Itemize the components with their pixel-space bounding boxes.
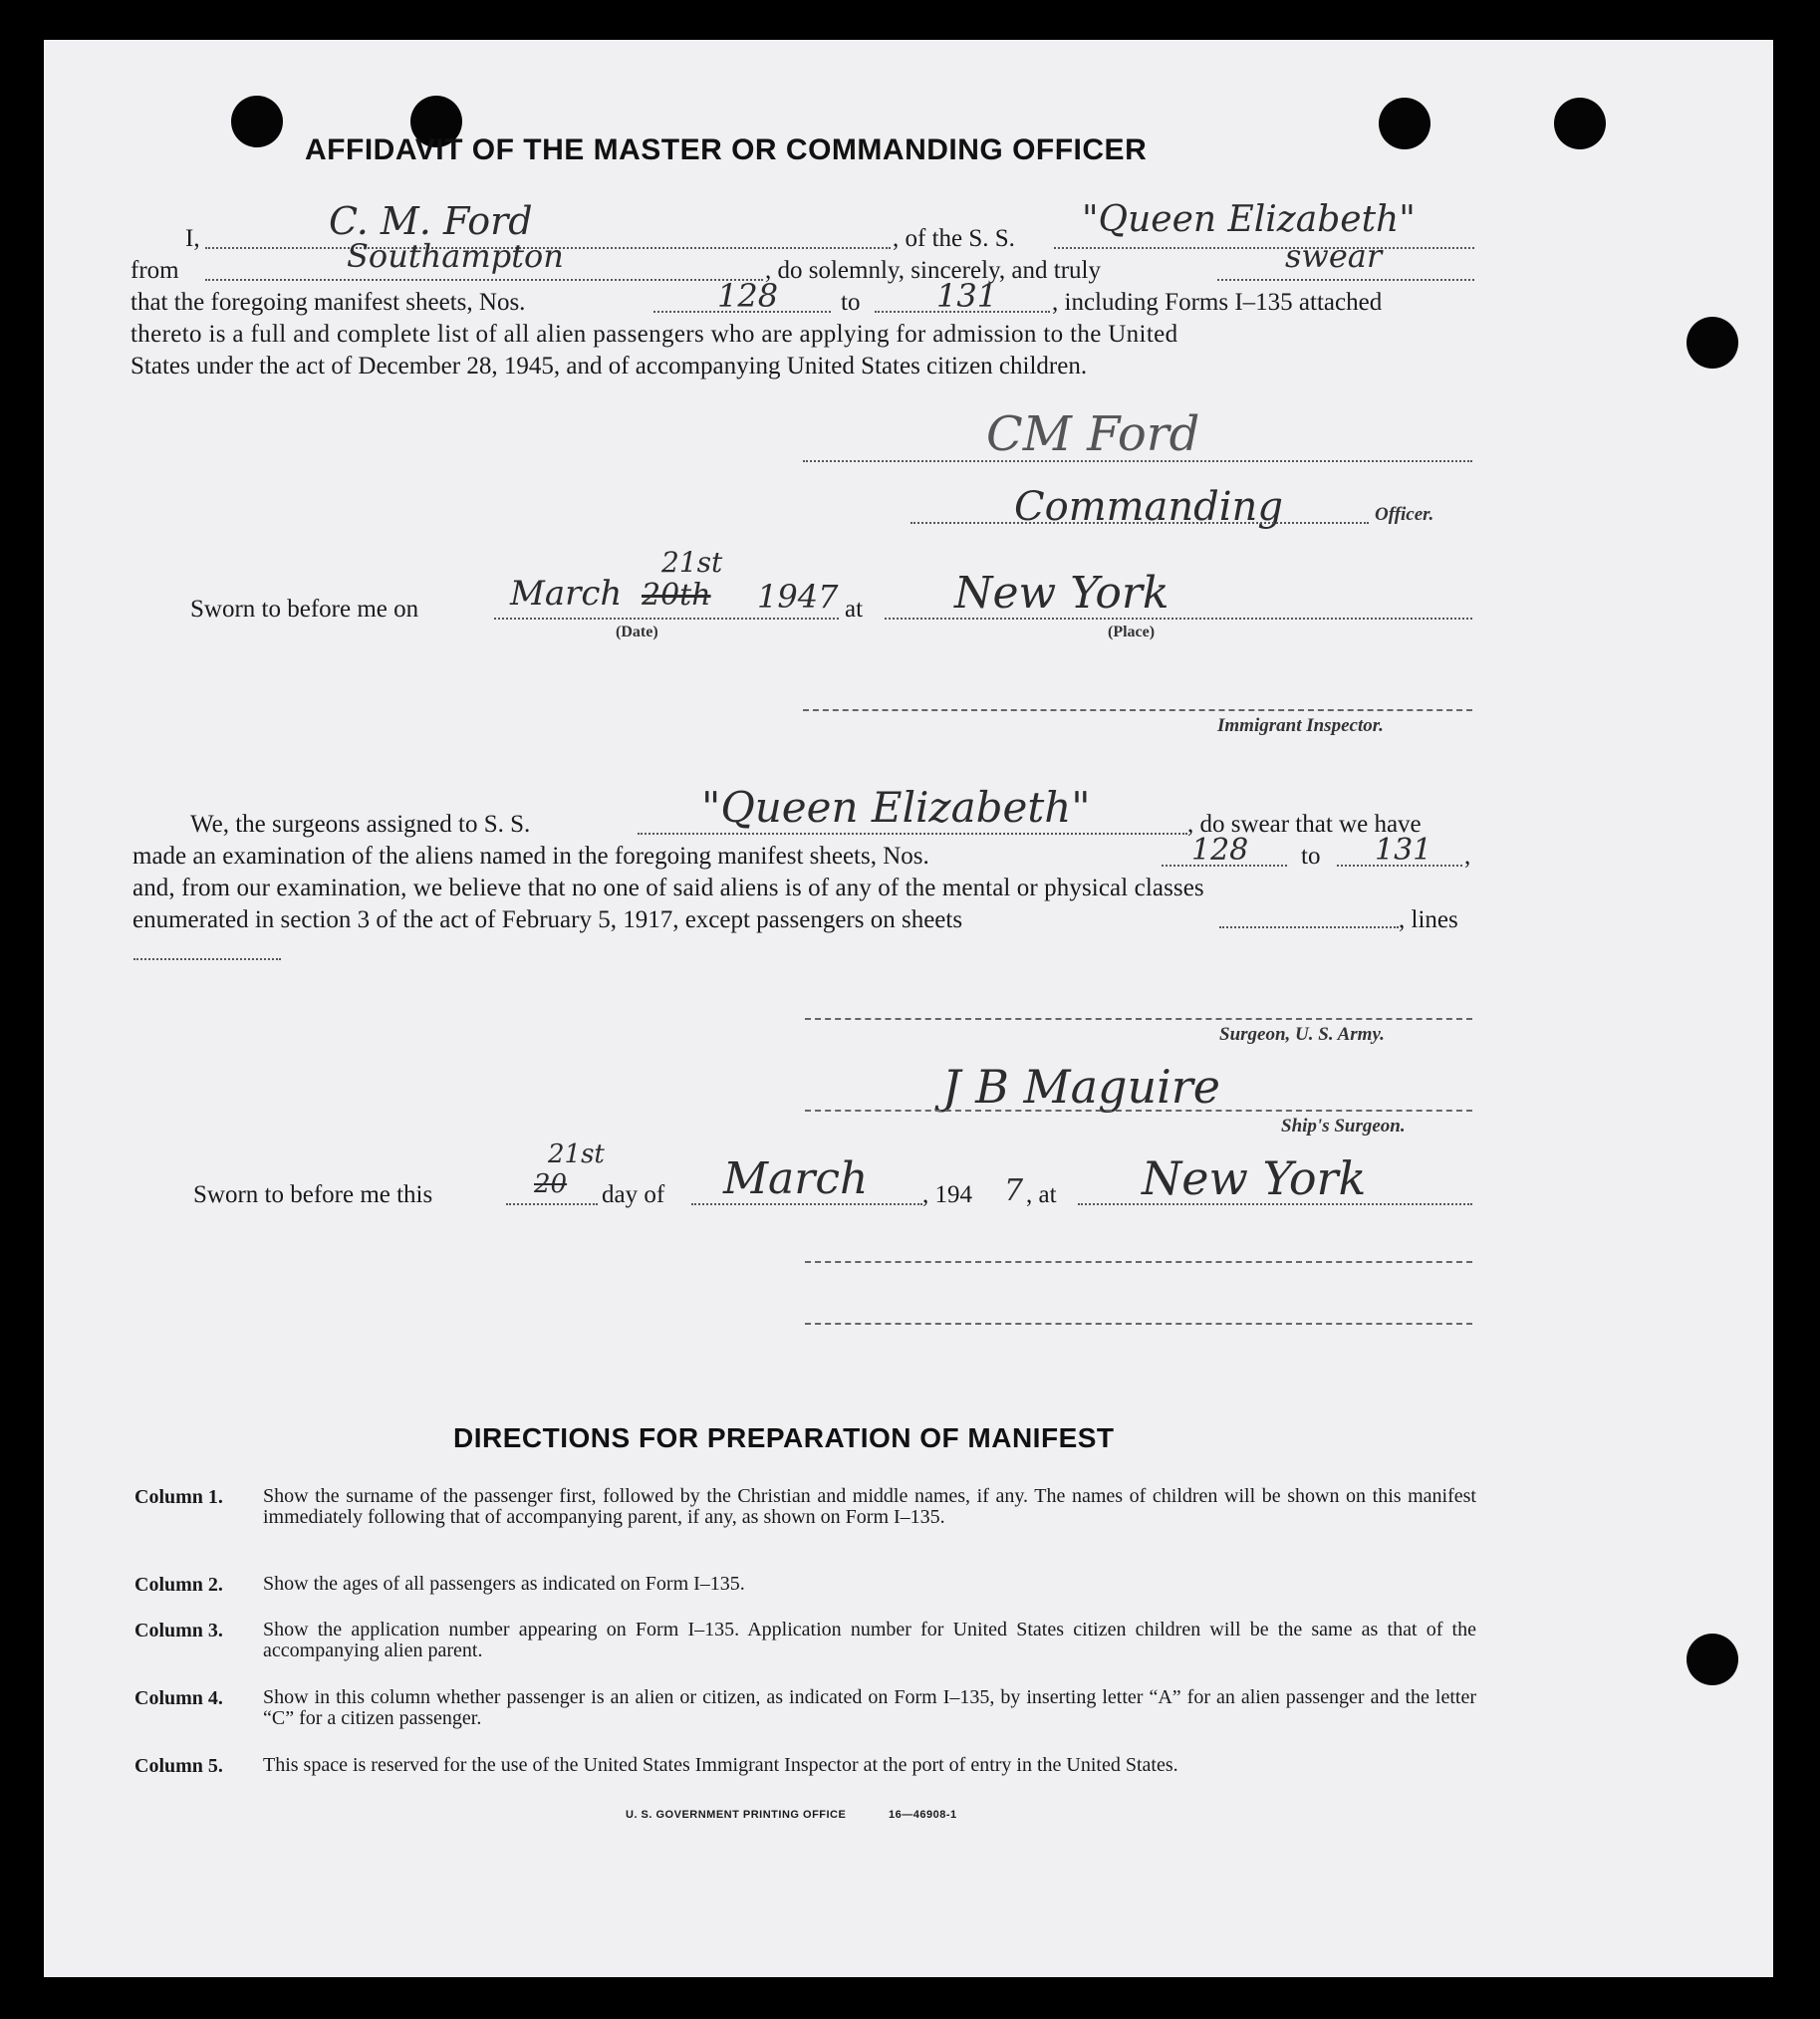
sworn2-year-suffix: 7 bbox=[1004, 1173, 1024, 1208]
port-from: Southampton bbox=[347, 237, 564, 275]
inspector-label: Immigrant Inspector. bbox=[1217, 715, 1384, 736]
ship-name-line bbox=[1054, 247, 1474, 249]
column-4-label: Column 4. bbox=[134, 1687, 223, 1709]
rank: Commanding bbox=[1014, 484, 1283, 530]
column-2-text: Show the ages of all passengers as indicated on Form I–135. bbox=[263, 1573, 745, 1595]
surgeons-line2-comma: , bbox=[1464, 843, 1471, 870]
surgeons-line1: We, the surgeons assigned to S. S. bbox=[190, 811, 531, 838]
sworn2-day-line bbox=[506, 1203, 598, 1205]
punch-hole bbox=[231, 96, 283, 147]
sworn2-sign-line-2 bbox=[805, 1323, 1472, 1325]
surgeons-line3: and, from our examination, we believe that no one of said aliens is of any of the mental or physical classes bbox=[132, 875, 1204, 901]
sworn2-day-struck: 20 bbox=[534, 1169, 568, 1199]
surgeons-lines-label: , lines bbox=[1399, 906, 1458, 933]
lines-blank bbox=[133, 958, 281, 960]
sheet-from: 128 bbox=[717, 277, 779, 315]
affidavit-line5: States under the act of December 28, 1945, and of accompanying United States citizen children. bbox=[130, 353, 1088, 379]
affidavit-from-label: from bbox=[130, 257, 179, 284]
punch-hole bbox=[1554, 98, 1606, 149]
affidavit-line3-tail: , including Forms I–135 attached bbox=[1052, 289, 1383, 316]
column-3-text: Show the application number appearing on Form I–135. Application number for United States citizen children will be the same as that of the accompanying alien parent. bbox=[263, 1619, 1476, 1661]
sworn-day-struck: 20th bbox=[642, 578, 711, 613]
surgeons-line4: enumerated in section 3 of the act of February 5, 1917, except passengers on sheets bbox=[132, 906, 963, 933]
punch-hole bbox=[1379, 98, 1430, 149]
oath-word: swear bbox=[1285, 237, 1383, 275]
column-5-label: Column 5. bbox=[134, 1755, 223, 1777]
punch-hole bbox=[1687, 1634, 1738, 1685]
oath-line bbox=[1217, 279, 1474, 281]
inspector-signature-line bbox=[803, 709, 1472, 711]
surgeons-line1-tail: , do swear that we have bbox=[1187, 811, 1422, 838]
column-3-label: Column 3. bbox=[134, 1620, 223, 1641]
surgeon-ship-line bbox=[638, 833, 1187, 835]
officer-label: Officer. bbox=[1375, 504, 1434, 525]
ship-surgeon-signature: J B Maguire bbox=[942, 1060, 1221, 1114]
surgeon-ship-name: "Queen Elizabeth" bbox=[701, 783, 1091, 832]
signature-line bbox=[803, 460, 1472, 462]
form-number: 16—46908-1 bbox=[889, 1809, 957, 1821]
surgeons-to-label: to bbox=[1301, 843, 1321, 870]
sworn2-month: March bbox=[723, 1153, 869, 1204]
affidavit-of-ship: , of the S. S. bbox=[893, 225, 1015, 252]
sworn2-at: , at bbox=[1026, 1181, 1057, 1208]
sworn-month: March bbox=[510, 574, 623, 614]
rank-line bbox=[910, 522, 1369, 524]
sworn2-year-prefix: , 194 bbox=[922, 1181, 972, 1208]
surgeons-line2: made an examination of the aliens named in the foregoing manifest sheets, Nos. bbox=[132, 843, 929, 870]
master-name: C. M. Ford bbox=[329, 199, 533, 243]
sworn-label: Sworn to before me on bbox=[190, 596, 419, 623]
column-1-label: Column 1. bbox=[134, 1486, 223, 1508]
sworn-date-line bbox=[494, 618, 839, 620]
at-label: at bbox=[845, 596, 864, 623]
sworn-day-inserted: 21st bbox=[661, 546, 723, 579]
affidavit-line1-label: I, bbox=[185, 225, 200, 252]
master-signature: CM Ford bbox=[986, 406, 1200, 462]
port-line bbox=[205, 279, 763, 281]
surgeon-sheet-from: 128 bbox=[1191, 833, 1249, 868]
sworn2-day-inserted: 21st bbox=[548, 1139, 605, 1169]
sworn2-sign-line-1 bbox=[805, 1261, 1472, 1263]
surgeon-sheet-to: 131 bbox=[1375, 833, 1432, 868]
column-5-text: This space is reserved for the use of the United States Immigrant Inspector at the port of entry in the United States. bbox=[263, 1754, 1178, 1776]
affidavit-to-label: to bbox=[841, 289, 861, 316]
sworn2-day-of: day of bbox=[602, 1181, 665, 1208]
sworn-place: New York bbox=[954, 568, 1170, 619]
sheet-to: 131 bbox=[936, 277, 998, 315]
date-caption: (Date) bbox=[616, 624, 658, 640]
sworn2-label: Sworn to before me this bbox=[193, 1181, 433, 1208]
printer-imprint: U. S. GOVERNMENT PRINTING OFFICE bbox=[626, 1809, 847, 1821]
sworn2-place: New York bbox=[1142, 1151, 1367, 1205]
affidavit-line3-text: that the foregoing manifest sheets, Nos. bbox=[130, 289, 526, 316]
army-surgeon-label: Surgeon, U. S. Army. bbox=[1219, 1024, 1385, 1045]
column-1-text: Show the surname of the passenger first, followed by the Christian and middle names, if any. The names of children will be shown on this manifest immediately following that of accompanying parent, if any, as shown on Form I–135. bbox=[263, 1485, 1476, 1528]
affidavit-line2-text: , do solemnly, sincerely, and truly bbox=[765, 257, 1101, 284]
affidavit-title: AFFIDAVIT OF THE MASTER OR COMMANDING OFFICER bbox=[305, 133, 1148, 166]
ship-surgeon-line bbox=[805, 1110, 1472, 1112]
sworn-year: 1947 bbox=[757, 578, 839, 616]
affidavit-line4: thereto is a full and complete list of all alien passengers who are applying for admission to the United bbox=[130, 321, 1178, 348]
punch-hole bbox=[1687, 317, 1738, 369]
ship-surgeon-label: Ship's Surgeon. bbox=[1281, 1116, 1406, 1136]
ship-name: "Queen Elizabeth" bbox=[1082, 199, 1416, 240]
column-4-text: Show in this column whether passenger is an alien or citizen, as indicated on Form I–135, by inserting letter “A” for an alien passenger and the letter “C” for a citizen passenger. bbox=[263, 1686, 1476, 1729]
sheets-line bbox=[1219, 926, 1399, 928]
directions-title: DIRECTIONS FOR PREPARATION OF MANIFEST bbox=[453, 1422, 1115, 1453]
army-surgeon-line bbox=[805, 1018, 1472, 1020]
place-caption: (Place) bbox=[1108, 624, 1156, 640]
column-2-label: Column 2. bbox=[134, 1574, 223, 1596]
